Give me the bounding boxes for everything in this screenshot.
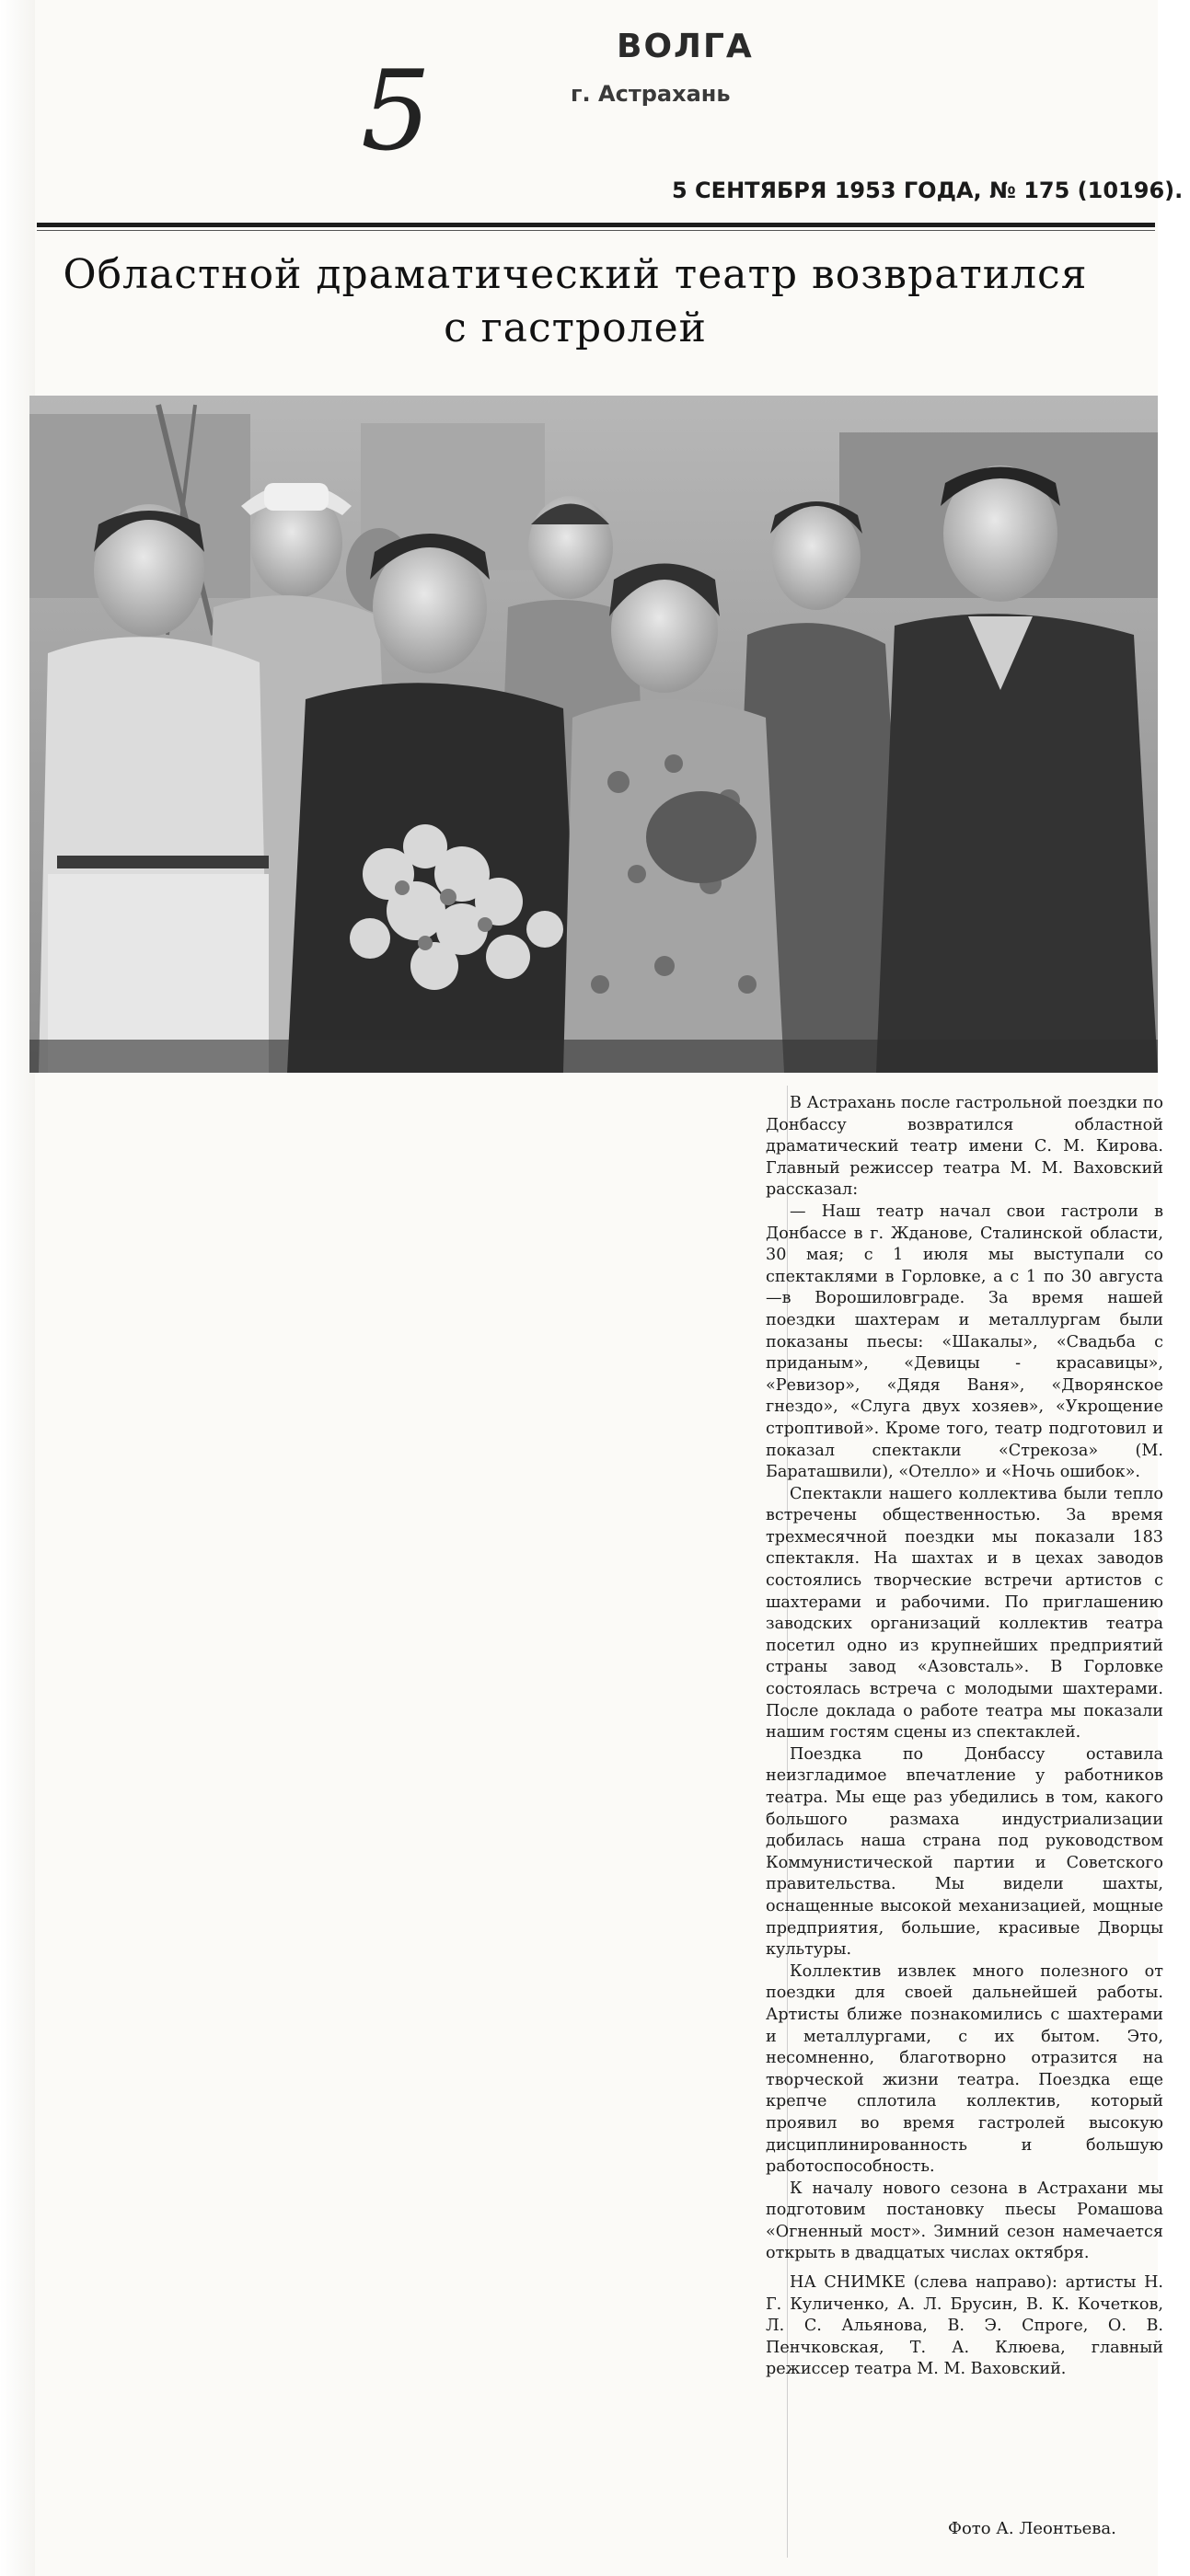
issue-line: 5 СЕНТЯБРЯ 1953 ГОДА, № 175 (10196). xyxy=(672,178,1184,203)
header-rule-thin xyxy=(37,230,1155,231)
headline xyxy=(37,248,1114,355)
article-paragraph-2: — Наш театр начал свои гастроли в Донбассе в г. Жданове, Сталинской области, 30 мая; с 1 июля мы выступали со спектаклями в Горловке, а с 1 по 30 августа—в Ворошиловграде. За время нашей поездки шахтерам и металлургам были показаны пьесы: «Шакалы», «Свадьба с приданым», «Девицы - красавицы», «Ревизор», «Дядя Ваня», «Дворянское гнездо», «Слуга двух хозяев», «Укрощение строптивой». Кроме того, театр подготовил и показал спектакли «Стрекоза» (М. Бараташвили), «Отелло» и «Ночь ошибок». xyxy=(766,1202,1163,1482)
article-paragraph-6: К началу нового сезона в Астрахани мы подготовим постановку пьесы Ромашова «Огненный мост». Зимний сезон намечается открыть в двадцатых числах октября. xyxy=(766,2179,1163,2263)
article-paragraph-3: Спектакли нашего коллектива были тепло встречены общественностью. За время трехмесячной поездки мы показали 183 спектакля. На шахтах и в цехах заводов состоялись творческие встречи артистов с шахтерами и рабочими. По приглашению заводских организаций коллектив театра посетил одно из крупнейших предприятий страны завод «Азовсталь». В Горловке состоялась встреча с молодыми шахтерами. После доклада о работе театра мы показали нашим гостям сцены из спектаклей. xyxy=(766,1484,1163,1742)
photo-caption: НА СНИМКЕ (слева направо): артисты Н. Г. Куличенко, А. Л. Брусин, В. К. Кочетков, Л. С. Альянова, В. Э. Спроге, О. В. Пенчковская, Т. А. Клюева, главный режиссер театра М. М. Ваховский. xyxy=(766,2273,1163,2379)
photo-credit: Фото А. Леонтьева. xyxy=(948,2519,1116,2538)
group-photo-illustration xyxy=(29,396,1158,1073)
headline-line-2: с гастролей xyxy=(444,305,707,351)
header-rule xyxy=(37,223,1155,227)
headline-line-1: Областной драматический театр возвратился xyxy=(63,251,1088,298)
article-paragraph-4: Поездка по Донбассу оставила неизгладимое впечатление у работников театра. Мы еще раз убедились в том, какого большого размаха индустриализации добилась наша страна под руководством Коммунистической партии и Советского правительства. Мы видели шахты, оснащенные высокой механизацией, мощные предприятия, большие, красивые Дворцы культуры. xyxy=(766,1744,1163,1960)
group-photo xyxy=(29,396,1158,1073)
masthead-city: г. Астрахань xyxy=(571,81,731,107)
masthead-name: ВОЛГА xyxy=(617,28,754,65)
article-paragraph-1: В Астрахань после гастрольной поездки по Донбассу возвратился областной драматический театр имени С. М. Кирова. Главный режиссер театра М. М. Ваховский рассказал: xyxy=(766,1094,1163,1200)
handwritten-mark: 5 xyxy=(361,48,432,176)
article-body xyxy=(766,1093,1163,2381)
article-paragraph-5: Коллектив извлек много полезного от поездки для своей дальнейшей работы. Артисты ближе познакомились с шахтерами и металлургами, с их бытом. Это, несомненно, благотворно отразится на творческой жизни театра. Поездка еще крепче сплотила коллектив, который проявил во время гастролей высокую дисциплинированность и большую работоспособность. xyxy=(766,1961,1163,2177)
